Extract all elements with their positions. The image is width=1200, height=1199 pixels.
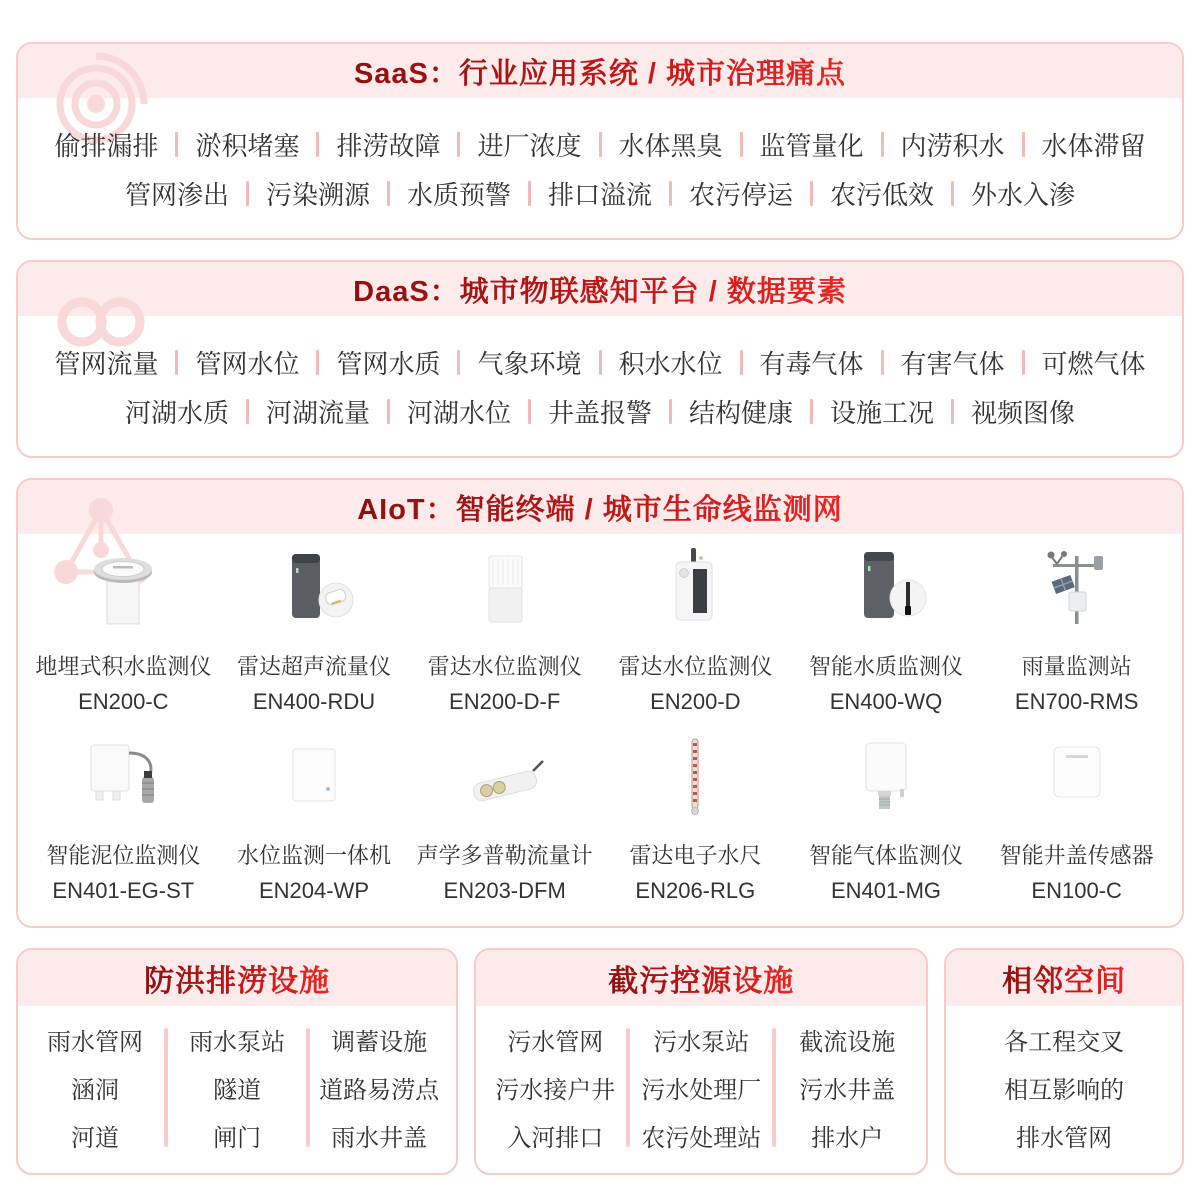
tag-divider bbox=[951, 399, 954, 424]
tag-divider bbox=[1022, 132, 1025, 157]
sewage-facilities-title: 截污控源设施 bbox=[608, 956, 794, 1000]
product-card bbox=[411, 731, 598, 904]
gas-monitor-icon bbox=[793, 731, 980, 827]
flood-facilities-body bbox=[18, 1006, 456, 1173]
product-name: 智能气体监测仪 bbox=[808, 843, 963, 868]
facility-item: 排水户 bbox=[811, 1125, 884, 1152]
saas-title: SaaS：行业应用系统 / 城市治理痛点 bbox=[354, 51, 846, 92]
product-model: EN200-C bbox=[78, 689, 169, 714]
tag: 管网水质 bbox=[336, 349, 441, 379]
tag: 排口溢流 bbox=[547, 180, 652, 210]
saas-tag-row-2 bbox=[42, 175, 1158, 212]
aiot-header-band bbox=[18, 480, 1182, 534]
tag: 管网流量 bbox=[54, 349, 159, 379]
tag-divider bbox=[669, 181, 672, 206]
daas-title: DaaS：城市物联感知平台 / 数据要素 bbox=[353, 269, 847, 310]
product-name: 雷达电子水尺 bbox=[629, 843, 762, 868]
facility-column bbox=[310, 1022, 448, 1153]
tag: 监管量化 bbox=[759, 131, 864, 161]
tag: 农污低效 bbox=[830, 180, 935, 210]
product-model: EN401-MG bbox=[830, 878, 942, 903]
product-name: 雷达水位监测仪 bbox=[618, 654, 773, 679]
tag-divider bbox=[175, 350, 178, 375]
facility-item: 农污处理站 bbox=[641, 1125, 762, 1152]
product-model: EN200-D-F bbox=[449, 689, 561, 714]
product-name: 水位监测一体机 bbox=[236, 843, 391, 868]
product-model: EN200-D bbox=[650, 689, 741, 714]
product-card bbox=[411, 542, 598, 715]
tag-divider bbox=[669, 399, 672, 424]
tag: 视频图像 bbox=[971, 398, 1076, 428]
radar-level-monitor-f-icon bbox=[411, 542, 598, 638]
facility-item: 雨水井盖 bbox=[331, 1125, 428, 1152]
tag: 结构健康 bbox=[689, 398, 794, 428]
tag: 水质预警 bbox=[406, 180, 511, 210]
product-card bbox=[602, 542, 789, 715]
product-model: EN203-DFM bbox=[443, 878, 566, 903]
saas-tag-row-1 bbox=[42, 126, 1158, 163]
tag-divider bbox=[810, 181, 813, 206]
facility-item: 污水管网 bbox=[507, 1029, 604, 1056]
product-card bbox=[983, 542, 1170, 715]
tag: 河湖流量 bbox=[265, 398, 370, 428]
daas-header-band bbox=[18, 262, 1182, 316]
product-card bbox=[221, 542, 408, 715]
rain-station-icon bbox=[983, 542, 1170, 638]
flood-facilities-title: 防洪排涝设施 bbox=[144, 956, 330, 1000]
tag: 排涝故障 bbox=[336, 131, 441, 161]
facility-column bbox=[26, 1022, 164, 1153]
tag: 气象环境 bbox=[477, 349, 582, 379]
product-model: EN206-RLG bbox=[635, 878, 756, 903]
product-name: 智能泥位监测仪 bbox=[46, 843, 201, 868]
daas-panel bbox=[16, 260, 1184, 458]
tag: 井盖报警 bbox=[547, 398, 652, 428]
facility-column bbox=[484, 1022, 626, 1153]
saas-panel bbox=[16, 42, 1184, 240]
facility-item: 污水井盖 bbox=[799, 1077, 896, 1104]
tag: 水体黑臭 bbox=[618, 131, 723, 161]
facilities-row bbox=[16, 948, 1184, 1175]
tag: 积水水位 bbox=[618, 349, 723, 379]
tag: 淤积堵塞 bbox=[195, 131, 300, 161]
product-name: 雷达超声流量仪 bbox=[236, 654, 391, 679]
facility-column bbox=[630, 1022, 772, 1153]
flood-facilities-panel bbox=[16, 948, 458, 1175]
aiot-panel bbox=[16, 478, 1184, 928]
tag: 农污停运 bbox=[689, 180, 794, 210]
facility-item: 调蓄设施 bbox=[331, 1029, 428, 1056]
saas-tags bbox=[18, 98, 1182, 238]
facility-item: 污水接户井 bbox=[495, 1077, 616, 1104]
facility-item: 雨水管网 bbox=[47, 1029, 144, 1056]
tag: 可燃气体 bbox=[1041, 349, 1146, 379]
tag-divider bbox=[528, 181, 531, 206]
tag-divider bbox=[246, 399, 249, 424]
tag-divider bbox=[599, 132, 602, 157]
product-name: 智能水质监测仪 bbox=[808, 654, 963, 679]
tag-divider bbox=[1022, 350, 1025, 375]
facility-item: 截流设施 bbox=[799, 1029, 896, 1056]
sludge-level-monitor-icon bbox=[30, 731, 217, 827]
facility-column bbox=[168, 1022, 306, 1153]
tag-divider bbox=[599, 350, 602, 375]
product-card bbox=[983, 731, 1170, 904]
radar-ultrasonic-flowmeter-icon bbox=[221, 542, 408, 638]
tag-divider bbox=[387, 181, 390, 206]
product-name: 智能井盖传感器 bbox=[999, 843, 1154, 868]
facility-item: 污水处理厂 bbox=[641, 1077, 762, 1104]
tag: 水体滞留 bbox=[1041, 131, 1146, 161]
tag: 管网渗出 bbox=[124, 180, 229, 210]
buried-water-sensor-icon bbox=[30, 542, 217, 638]
facility-item: 涵洞 bbox=[71, 1077, 120, 1104]
facility-item: 闸门 bbox=[213, 1125, 262, 1152]
adjacent-space-panel bbox=[944, 948, 1184, 1175]
doppler-flowmeter-icon bbox=[411, 731, 598, 827]
product-card bbox=[221, 731, 408, 904]
tag-divider bbox=[457, 350, 460, 375]
tag-divider bbox=[951, 181, 954, 206]
tag: 偷排漏排 bbox=[54, 131, 159, 161]
daas-tag-row-1 bbox=[42, 344, 1158, 381]
tag-divider bbox=[316, 350, 319, 375]
tag: 河湖水位 bbox=[406, 398, 511, 428]
product-card bbox=[793, 731, 980, 904]
facility-column bbox=[776, 1022, 918, 1153]
product-model: EN204-WP bbox=[258, 878, 370, 903]
sewage-facilities-body bbox=[476, 1006, 926, 1173]
adjacent-space-body bbox=[946, 1006, 1182, 1173]
facility-item: 污水泵站 bbox=[653, 1029, 750, 1056]
tag: 内涝积水 bbox=[900, 131, 1005, 161]
facility-item: 入河排口 bbox=[507, 1125, 604, 1152]
facility-item: 相互影响的 bbox=[1004, 1077, 1125, 1104]
facility-item: 排水管网 bbox=[1016, 1125, 1113, 1152]
water-level-all-in-one-icon bbox=[221, 731, 408, 827]
adjacent-space-header-band bbox=[946, 950, 1182, 1006]
product-name: 雨量监测站 bbox=[1021, 654, 1132, 679]
tag-divider bbox=[387, 399, 390, 424]
tag-divider bbox=[740, 350, 743, 375]
product-model: EN700-RMS bbox=[1014, 689, 1139, 714]
product-model: EN401-EG-ST bbox=[52, 878, 195, 903]
tag: 污染溯源 bbox=[265, 180, 370, 210]
saas-header-band bbox=[18, 44, 1182, 98]
product-model: EN400-WQ bbox=[829, 689, 943, 714]
aiot-product-grid bbox=[18, 534, 1182, 926]
tag: 河湖水质 bbox=[124, 398, 229, 428]
facility-item: 各工程交叉 bbox=[1004, 1029, 1125, 1056]
facility-item: 隧道 bbox=[213, 1077, 262, 1104]
product-card bbox=[30, 542, 217, 715]
daas-tag-row-2 bbox=[42, 393, 1158, 430]
facility-item: 雨水泵站 bbox=[189, 1029, 286, 1056]
water-quality-monitor-icon bbox=[793, 542, 980, 638]
radar-level-monitor-icon bbox=[602, 542, 789, 638]
product-card bbox=[793, 542, 980, 715]
tag-divider bbox=[316, 132, 319, 157]
product-card bbox=[30, 731, 217, 904]
tag: 管网水位 bbox=[195, 349, 300, 379]
product-name: 声学多普勒流量计 bbox=[416, 843, 593, 868]
product-name: 地埋式积水监测仪 bbox=[35, 654, 212, 679]
tag: 有毒气体 bbox=[759, 349, 864, 379]
tag-divider bbox=[528, 399, 531, 424]
tag-divider bbox=[246, 181, 249, 206]
product-card bbox=[602, 731, 789, 904]
electronic-staff-gauge-icon bbox=[602, 731, 789, 827]
tag-divider bbox=[457, 132, 460, 157]
tag-divider bbox=[881, 132, 884, 157]
facility-item: 道路易涝点 bbox=[319, 1077, 440, 1104]
tag-divider bbox=[175, 132, 178, 157]
tag: 进厂浓度 bbox=[477, 131, 582, 161]
flood-facilities-header-band bbox=[18, 950, 456, 1006]
aiot-title: AIoT：智能终端 / 城市生命线监测网 bbox=[357, 487, 843, 528]
tag-divider bbox=[881, 350, 884, 375]
sewage-facilities-panel bbox=[474, 948, 928, 1175]
product-name: 雷达水位监测仪 bbox=[427, 654, 582, 679]
tag-divider bbox=[810, 399, 813, 424]
product-model: EN400-RDU bbox=[252, 689, 376, 714]
tag: 设施工况 bbox=[830, 398, 935, 428]
tag-divider bbox=[740, 132, 743, 157]
adjacent-space-title: 相邻空间 bbox=[1002, 956, 1126, 1000]
facility-item: 河道 bbox=[71, 1125, 120, 1152]
sewage-facilities-header-band bbox=[476, 950, 926, 1006]
tag: 外水入渗 bbox=[971, 180, 1076, 210]
tag: 有害气体 bbox=[900, 349, 1005, 379]
manhole-cover-sensor-icon bbox=[983, 731, 1170, 827]
daas-tags bbox=[18, 316, 1182, 456]
product-model: EN100-C bbox=[1031, 878, 1122, 903]
